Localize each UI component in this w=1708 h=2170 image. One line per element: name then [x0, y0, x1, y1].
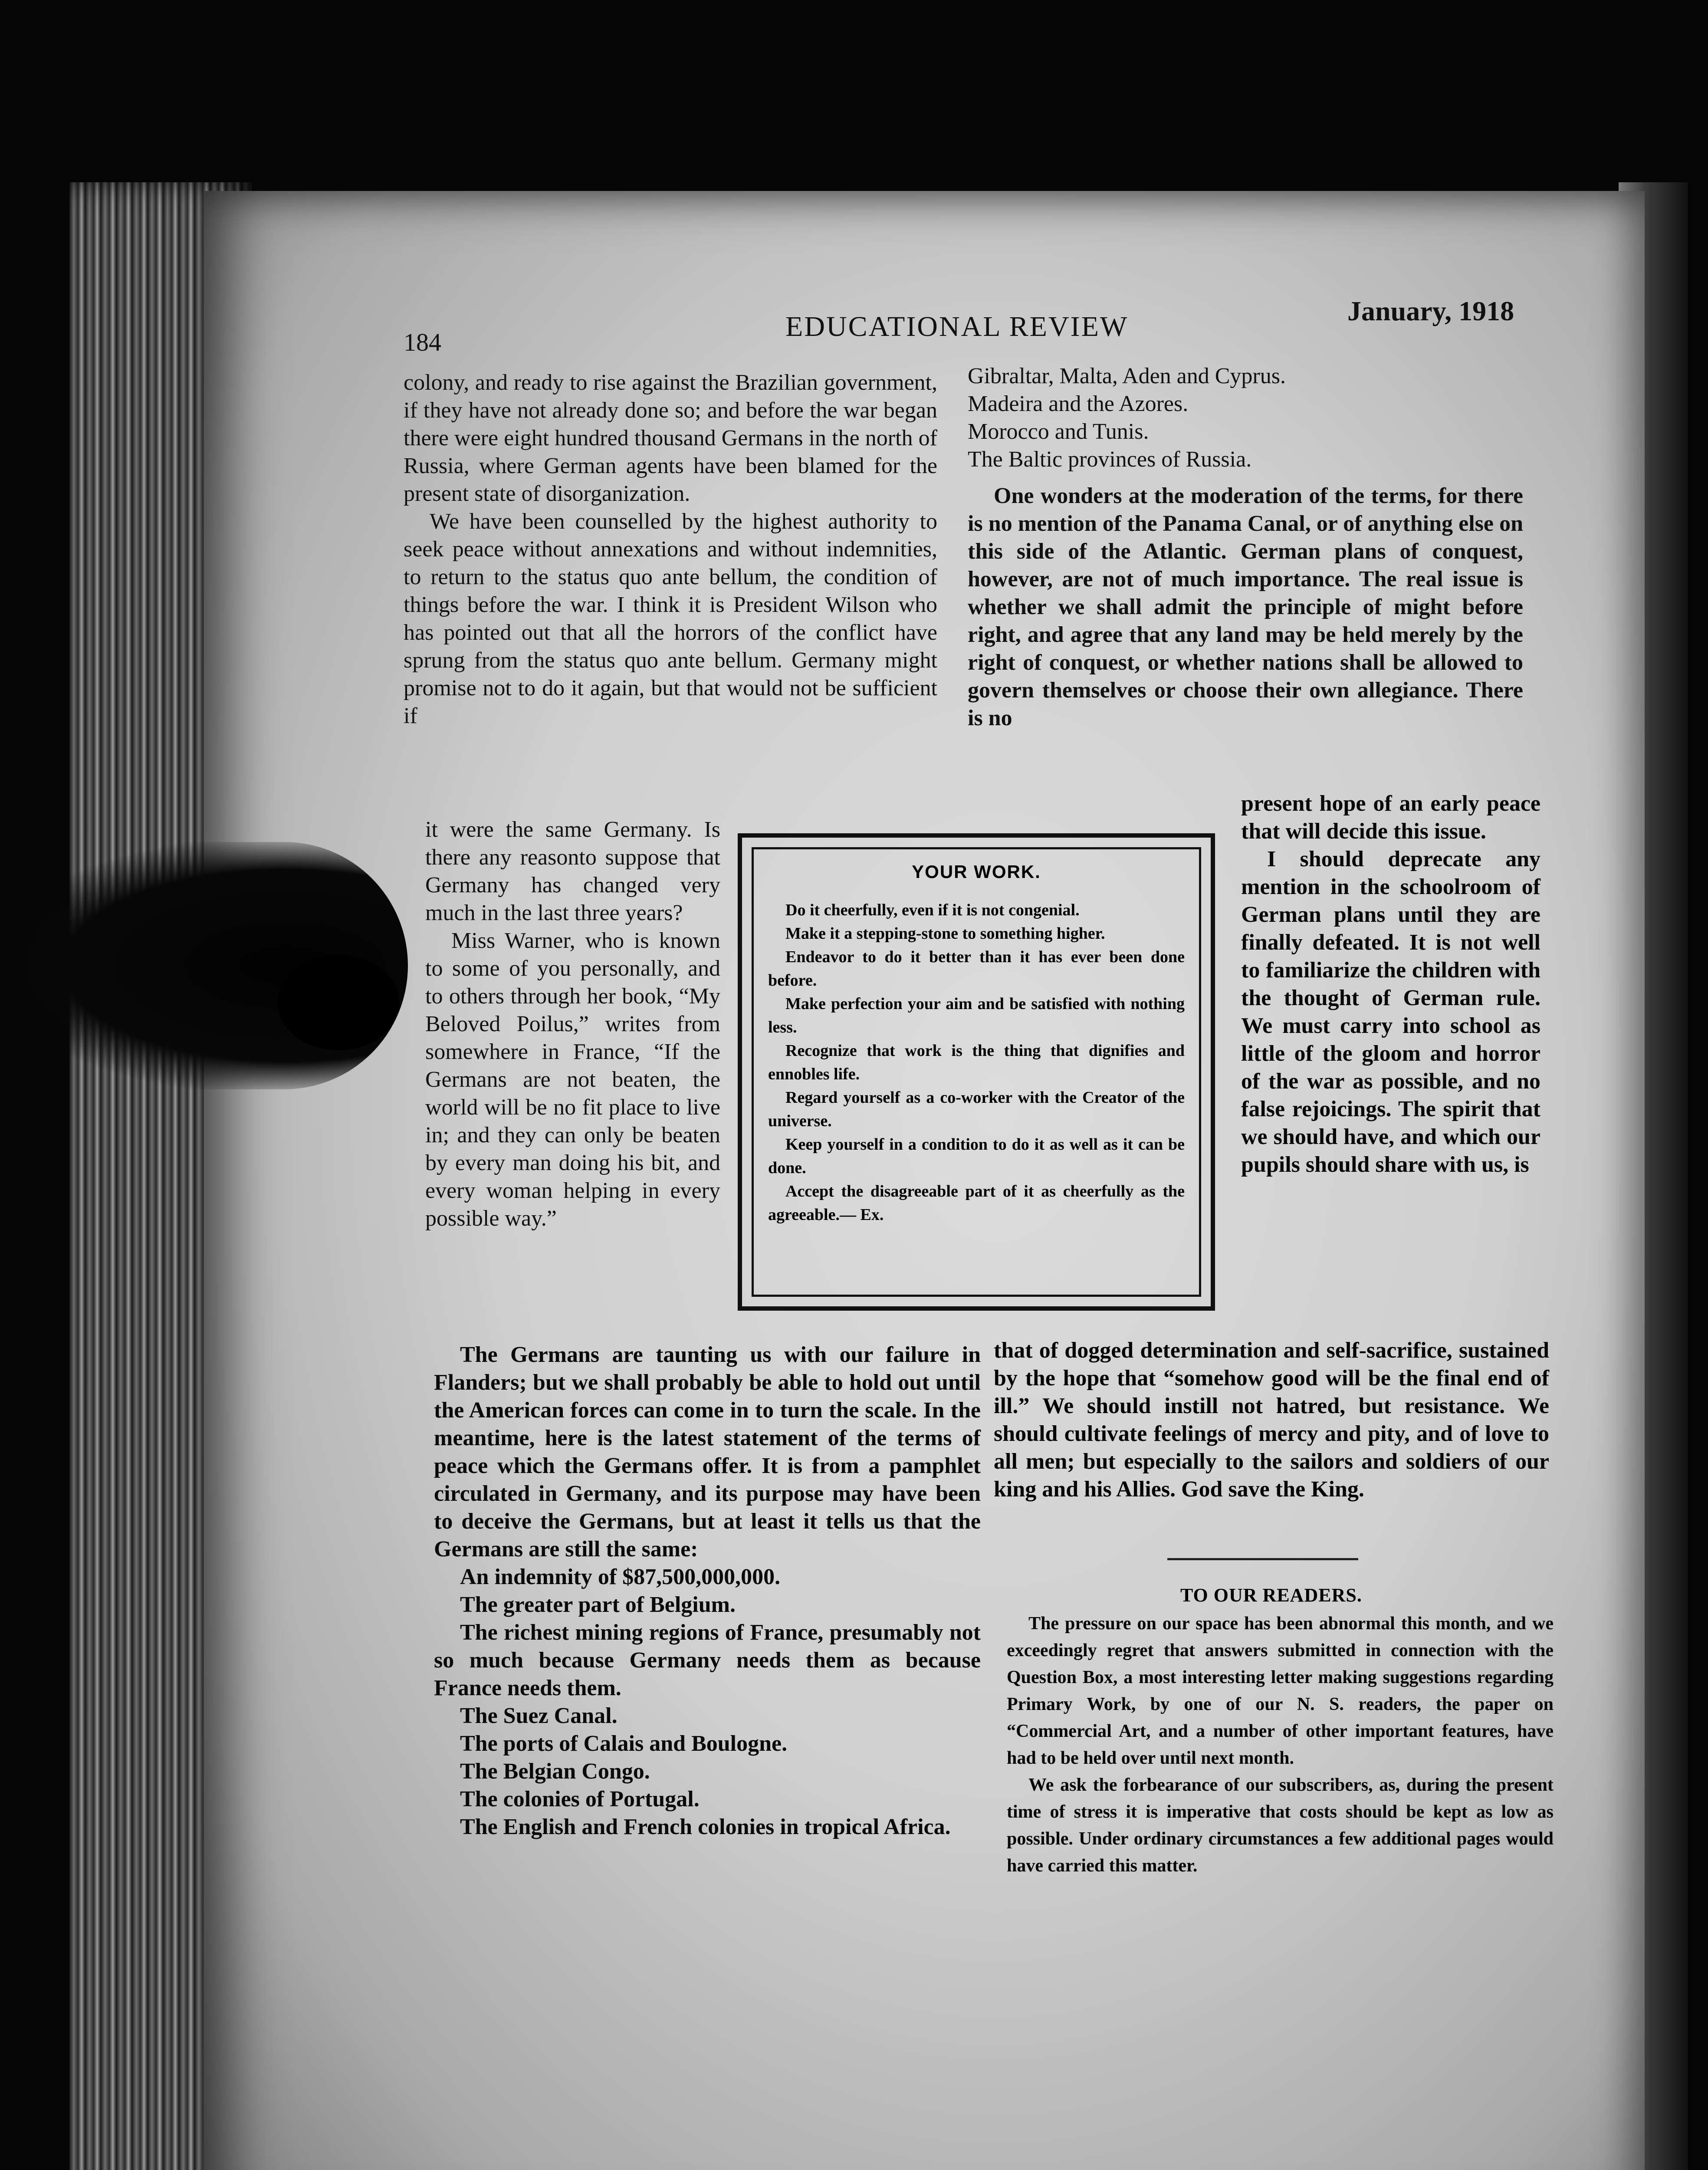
- peace-term: The ports of Calais and Boulogne.: [460, 1731, 788, 1756]
- left-column-bottom: [434, 1341, 981, 1841]
- box-title: YOUR WORK.: [912, 861, 1041, 882]
- peace-term: The Suez Canal.: [460, 1703, 618, 1728]
- box-line: Keep yourself in a condition to do it as well as it can be done.: [768, 1135, 1185, 1177]
- readers-title: TO OUR READERS.: [1180, 1585, 1362, 1606]
- peace-term: The English and French colonies in tropical Africa.: [460, 1815, 951, 1839]
- peace-term: The Belgian Congo.: [460, 1759, 650, 1784]
- left-column-narrow: [425, 816, 720, 1233]
- issue-date: January, 1918: [1347, 296, 1514, 326]
- box-body: [768, 898, 1185, 1226]
- finger-tip: [278, 955, 399, 1050]
- box-line: Regard yourself as a co-worker with the Creator of the universe.: [768, 1088, 1185, 1130]
- box-line: Make perfection your aim and be satisfied with nothing less.: [768, 995, 1185, 1036]
- peace-term: The Baltic provinces of Russia.: [968, 447, 1252, 472]
- paragraph: The Germans are taunting us with our failure in Flanders; but we shall probably be able to hold out until the American forces can come in to turn the scale. In the meantime, here is the latest statement of the terms of peace which the Germans offer. It is from a pamphlet circulated in Germany, and its purpose may have been to deceive the Germans, but at least it tells us that the Germans are still the same:: [434, 1342, 981, 1562]
- paragraph: Miss Warner, who is known to some of you personally, and to others through her book, “My Beloved Poilus,” writes from somewhere in France, “If the Germans are not beaten, the world will be no fit place to live in; and they can only be beaten by every man doing his bit, and every woman helping in every possible way.”: [425, 928, 720, 1231]
- box-line: Endeavor to do it better than it has ever been done before.: [768, 948, 1185, 990]
- left-column-top: [404, 369, 937, 730]
- journal-title: EDUCATIONAL REVIEW: [785, 311, 1129, 342]
- page-number: 184: [404, 328, 441, 356]
- paragraph: colony, and ready to rise against the Brazilian government, if they have not already done so; and before the war began there were eight hundred thousand Germans in the north of Russia, where German agents have been blamed for the present state of disorganization.: [404, 370, 937, 506]
- paragraph: I should deprecate any mention in the schoolroom of German plans until they are finally defeated. It is not well to familiarize the children with the thought of German rule. We must carry into school as little of the gloom and horror of the war as possible, and no false rejoicings. The spirit that we should have, and which our pupils should share with us, is: [1241, 847, 1540, 1177]
- paragraph: We ask the forbearance of our subscribers, as, during the present time of stress it is imperative that costs should be kept as low as possible. Under ordinary circumstances a few additional pages would have carried this matter.: [1007, 1775, 1554, 1876]
- box-line: Do it cheerfully, even if it is not congenial.: [785, 901, 1080, 919]
- paragraph: present hope of an early peace that will decide this issue.: [1241, 791, 1540, 844]
- box-line: Accept the disagreeable part of it as cheerfully as the agreeable.— Ex.: [768, 1182, 1185, 1224]
- box-line: Make it a stepping-stone to something higher.: [785, 924, 1105, 943]
- peace-term: Madeira and the Azores.: [968, 391, 1189, 416]
- paragraph: it were the same Germany. Is there any reasonto suppose that Germany has changed very much in the last three years?: [425, 817, 720, 925]
- peace-term: An indemnity of $87,500,000,000.: [460, 1565, 781, 1589]
- your-work-box: [738, 833, 1215, 1311]
- paragraph: The pressure on our space has been abnormal this month, and we exceedingly regret that answers submitted in connection with the Question Box, a most interesting letter making suggestions regarding Primary Work, by one of our N. S. readers, the paper on “Commercial Art, and a number of other important features, have had to be held over until next month.: [1007, 1614, 1554, 1768]
- paragraph: that of dogged determination and self-sacrifice, sustained by the hope that “somehow good will be the final end of ill.” We should instill not hatred, but resistance. We should cultivate feelings of mercy and pity, and of love to all men; but especially to the sailors and soldiers of our king and his Allies. God save the King.: [994, 1338, 1549, 1502]
- paragraph: One wonders at the moderation of the terms, for there is no mention of the Panama Canal, or of anything else on this side of the Atlantic. German plans of conquest, however, are not of much importance. The real issue is whether we shall admit the principle of might before right, and agree that any land may be held merely by the right of conquest, or whether nations shall be allowed to govern themselves or choose their own allegiance. There is no: [968, 483, 1523, 730]
- section-divider: [1167, 1558, 1358, 1560]
- right-column-top: [968, 362, 1523, 732]
- peace-term: The colonies of Portugal.: [460, 1787, 700, 1812]
- peace-term: The richest mining regions of France, presumably not so much because Germany needs them as because France needs them.: [434, 1620, 981, 1700]
- paragraph: We have been counselled by the highest authority to seek peace without annexations and without indemnities, to return to the status quo ante bellum, the condition of things before the war. I think it is President Wilson who has pointed out that all the horrors of the conflict have sprung from the status quo ante bellum. Germany might promise not to do it again, but that would not be sufficient if: [404, 509, 937, 728]
- peace-term: Gibraltar, Malta, Aden and Cyprus.: [968, 364, 1286, 388]
- right-column-narrow: [1241, 790, 1540, 1179]
- readers-notice: [1007, 1610, 1554, 1879]
- peace-term: Morocco and Tunis.: [968, 419, 1149, 444]
- peace-term: The greater part of Belgium.: [460, 1592, 736, 1617]
- right-column-bottom: [994, 1337, 1549, 1503]
- box-line: Recognize that work is the thing that dignifies and ennobles life.: [768, 1042, 1185, 1083]
